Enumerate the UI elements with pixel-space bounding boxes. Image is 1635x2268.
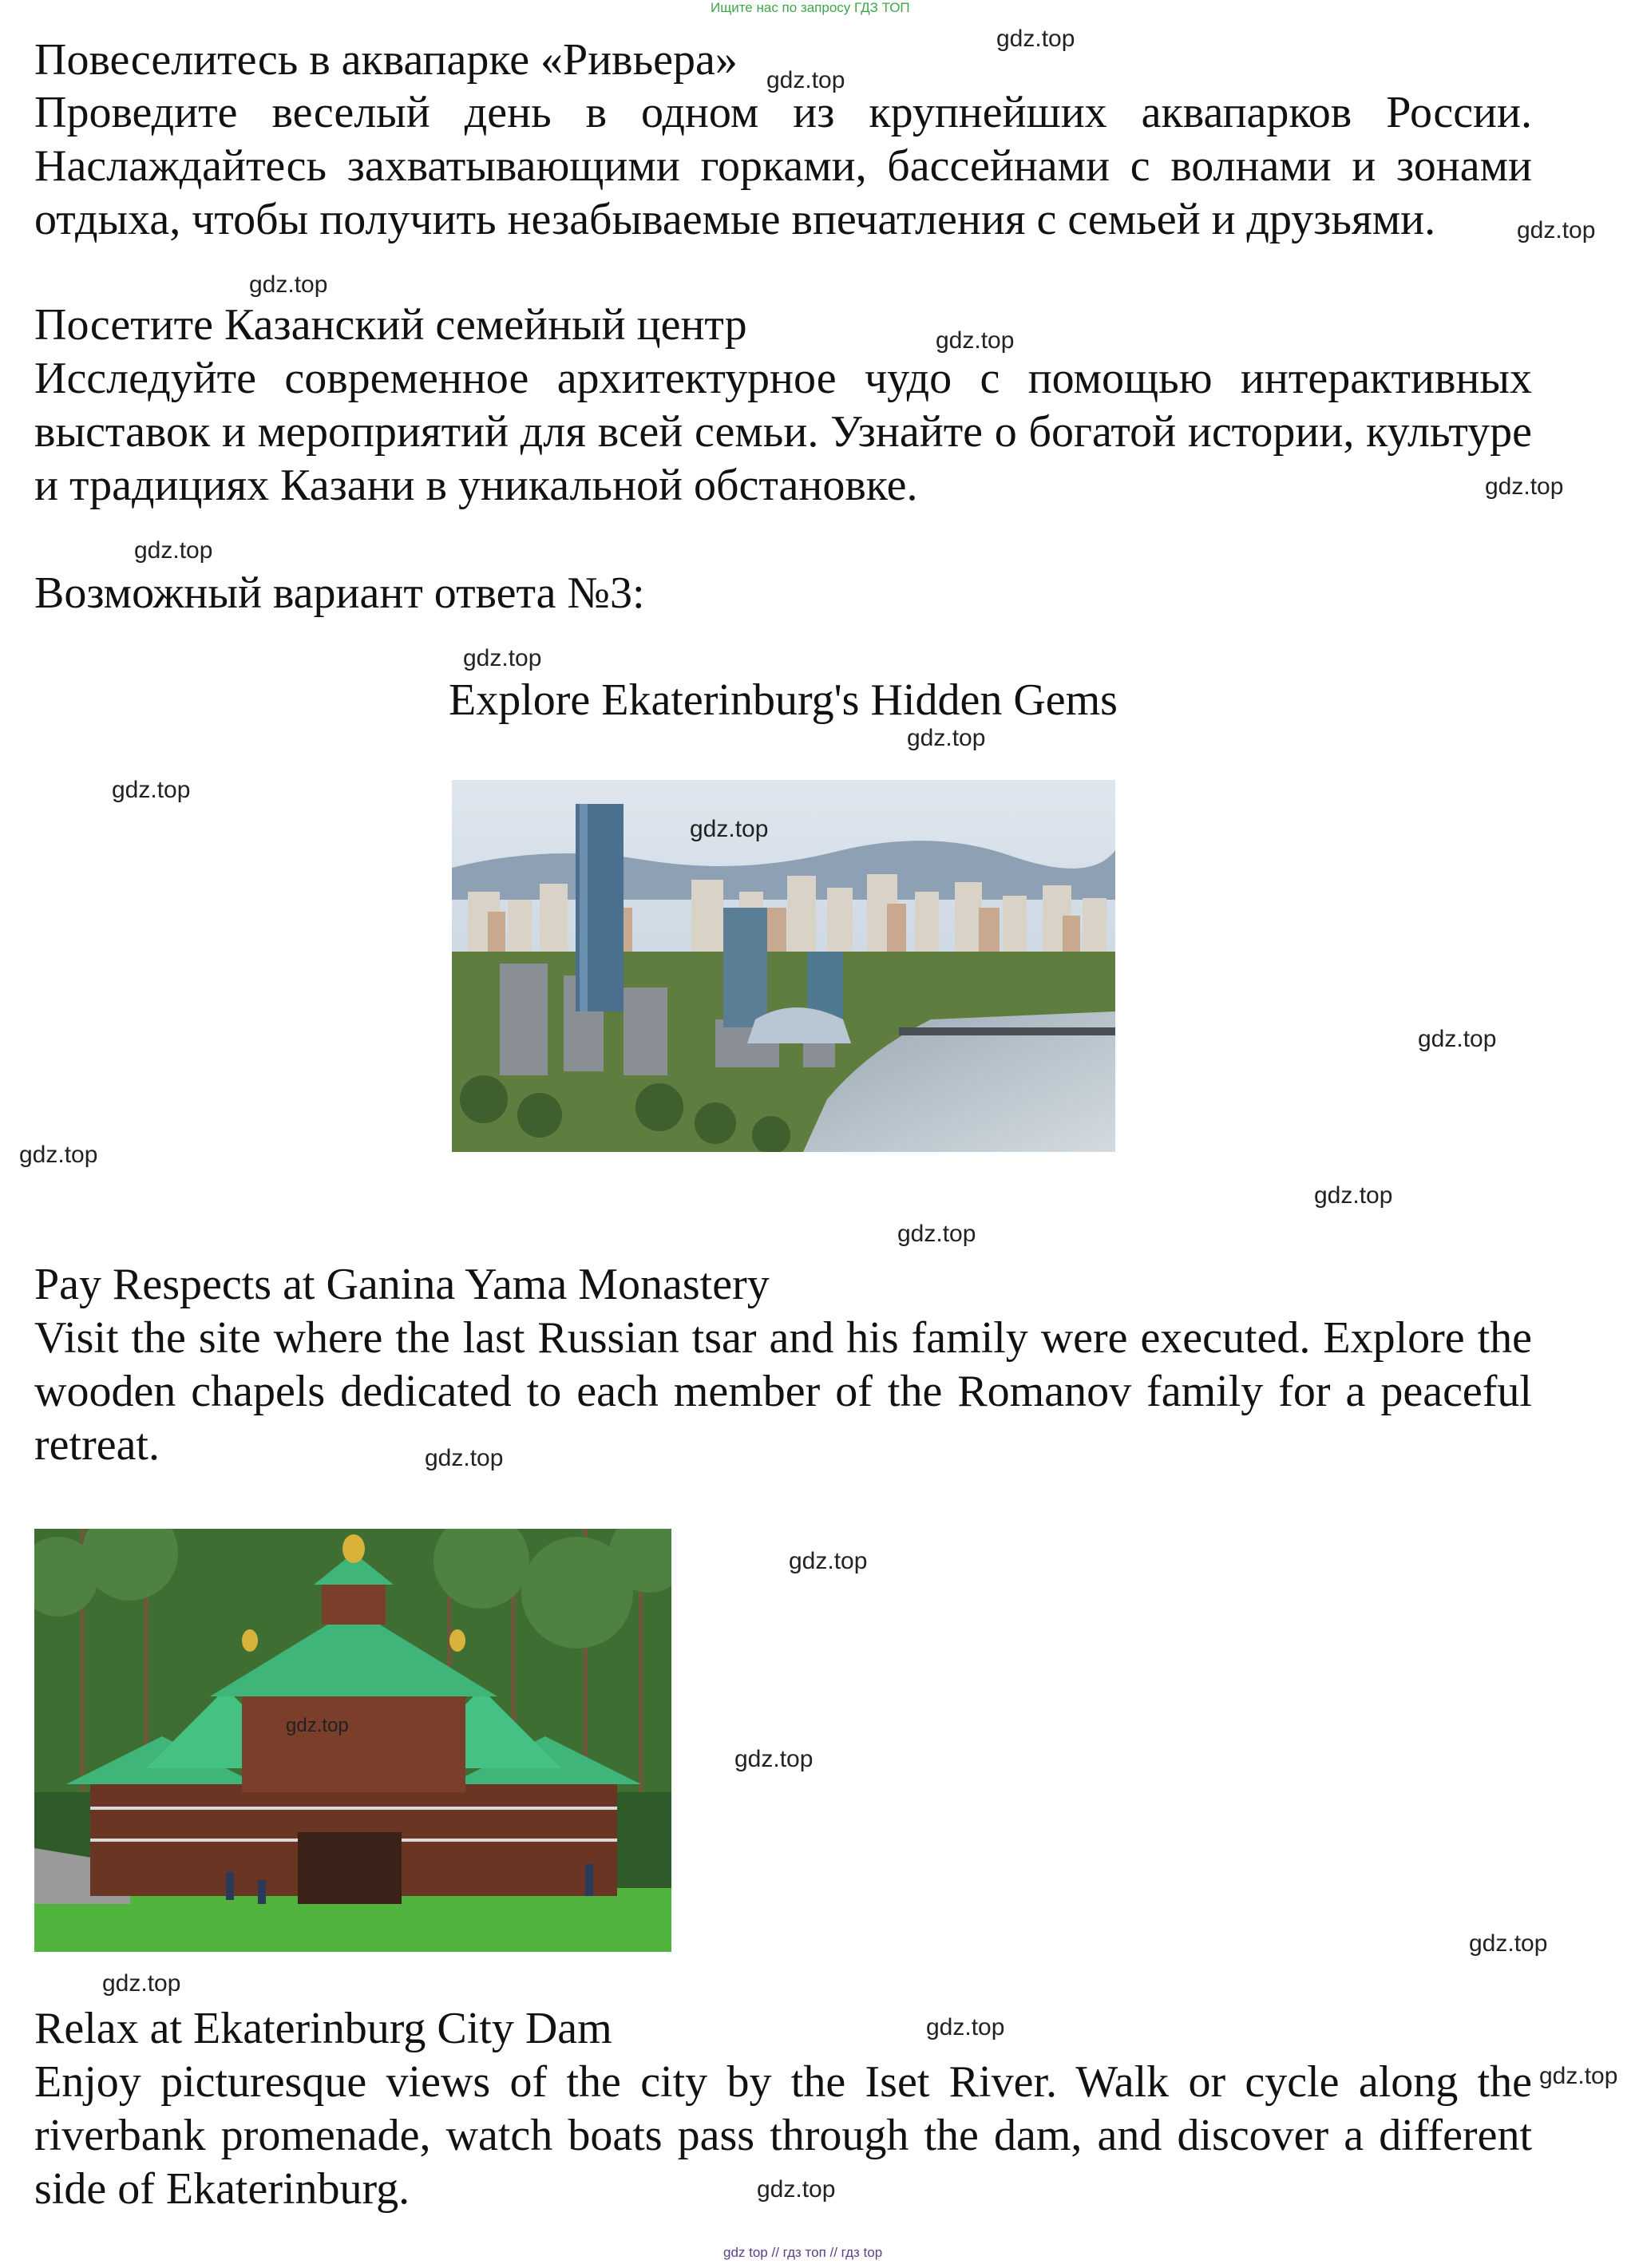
watermark: gdz.top <box>1539 2063 1618 2089</box>
watermark: gdz.top <box>789 1548 868 1574</box>
watermark: gdz.top <box>907 725 986 751</box>
watermark: gdz.top <box>425 1445 504 1471</box>
watermark: gdz.top <box>926 2014 1005 2040</box>
watermark: gdz.top <box>463 645 542 671</box>
watermark: gdz.top <box>936 327 1015 354</box>
ganina-heading: Pay Respects at Ganina Yama Monastery <box>34 1260 770 1309</box>
kazan-text: Исследуйте современное архитектурное чудо с помощью интерактивных выставок и мероприятий для всей семьи. Узнайте о богатой истории, культуре и традициях Казани в уникальной обстановке. <box>34 354 1532 510</box>
watermark: gdz.top <box>1485 473 1564 500</box>
footer-note: gdz top // гдз топ // гдз top <box>723 2245 883 2260</box>
city-skyline-photo <box>452 780 1115 1152</box>
riviera-text: Проведите веселый день в одном из крупнейших аквапарков России. Наслаждайтесь захватывающими горками, бассейнами с волнами и зонами отдыха, чтобы получить незабываемые впечатления с семьей и друзьями. <box>34 88 1532 244</box>
watermark: gdz.top <box>757 2176 836 2203</box>
watermark: gdz.top <box>996 26 1075 52</box>
brochure-title: Explore Ekaterinburg's Hidden Gems <box>449 675 1118 725</box>
watermark: gdz.top <box>766 67 845 93</box>
riviera-heading: Повеселитесь в аквапарке «Ривьера» <box>34 35 738 85</box>
watermark: gdz.top <box>286 1715 349 1736</box>
watermark: gdz.top <box>102 1970 181 1997</box>
watermark: gdz.top <box>1469 1930 1548 1957</box>
watermark: gdz.top <box>1517 217 1596 243</box>
ganina-text: Visit the site where the last Russian tsar and his family were executed. Explore the wooden chapels dedicated to each member of the Romanov family for a peaceful retreat. <box>34 1313 1532 1470</box>
monastery-photo <box>34 1529 671 1952</box>
top-search-note: Ищите нас по запросу ГДЗ ТОП <box>711 0 910 15</box>
kazan-heading: Посетите Казанский семейный центр <box>34 300 747 350</box>
watermark: gdz.top <box>112 777 191 803</box>
watermark: gdz.top <box>897 1221 976 1247</box>
dam-heading: Relax at Ekaterinburg City Dam <box>34 2004 612 2053</box>
watermark: gdz.top <box>249 271 328 298</box>
watermark: gdz.top <box>134 537 213 564</box>
watermark: gdz.top <box>1314 1182 1393 1209</box>
watermark: gdz.top <box>690 816 769 842</box>
watermark: gdz.top <box>19 1142 98 1168</box>
answer-label: Возможный вариант ответа №3: <box>34 568 645 618</box>
dam-text: Enjoy picturesque views of the city by the Iset River. Walk or cycle along the riverbank promenade, watch boats pass through the dam, and discover a different side of Ekaterinburg. <box>34 2057 1532 2214</box>
watermark: gdz.top <box>734 1746 814 1772</box>
watermark: gdz.top <box>1418 1026 1497 1052</box>
